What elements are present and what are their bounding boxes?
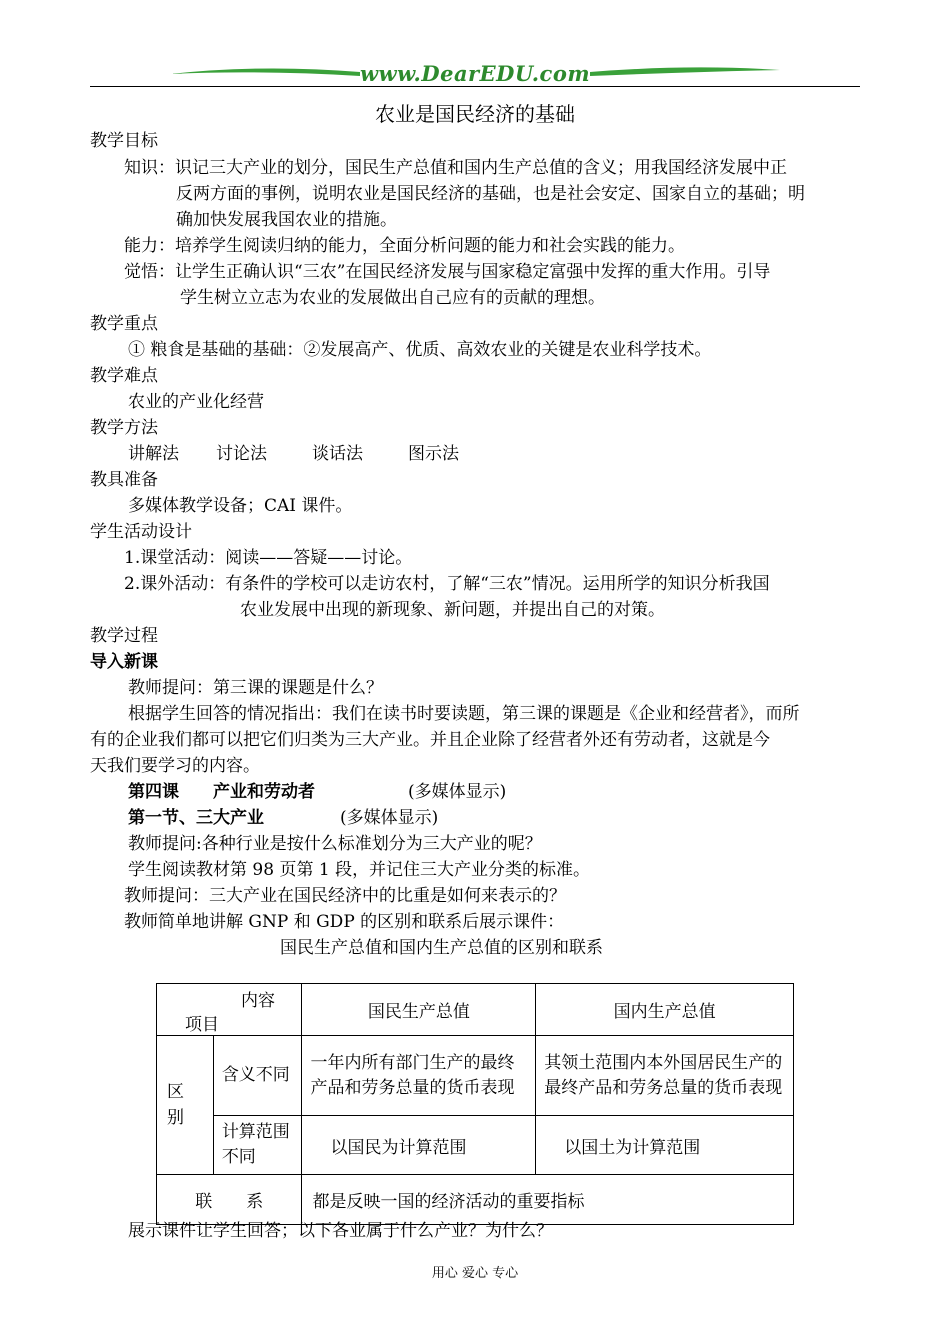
header-gnp: 国民生产总值 bbox=[302, 984, 536, 1036]
page-title: 农业是国民经济的基础 bbox=[375, 102, 575, 126]
activities-heading: 学生活动设计 bbox=[90, 522, 192, 542]
tools-text: 多媒体教学设备；CAI 课件。 bbox=[128, 496, 353, 516]
intro-heading: 导入新课 bbox=[90, 652, 158, 672]
goals-awareness-line1: 觉悟：让学生正确认识“三农”在国民经济发展与国家稳定富强中发挥的重大作用。引导 bbox=[124, 262, 771, 282]
teacher-question-2: 教师提问:各种行业是按什么标准划分为三大产业的呢？ bbox=[128, 834, 542, 854]
closing-question: 展示课件让学生回答；以下各业属于什么产业？为什么？ bbox=[128, 1221, 553, 1241]
keypoints-text: ① 粮食是基础的基础：②发展高产、优质、高效农业的关键是农业科学技术。 bbox=[128, 340, 712, 360]
goals-knowledge-line1: 知识：识记三大产业的划分，国民生产总值和国内生产总值的含义；用我国经济发展中正 bbox=[124, 158, 787, 178]
method-item: 图示法 bbox=[408, 444, 459, 464]
row2-label-cell bbox=[213, 1116, 302, 1175]
table-caption: 国民生产总值和国内生产总值的区别和联系 bbox=[280, 938, 603, 958]
row2-gnp: 以国民为计算范围 bbox=[330, 1137, 467, 1158]
diff-label: 区别 bbox=[167, 1082, 184, 1128]
header-rule bbox=[90, 86, 860, 87]
diff-label-cell bbox=[157, 1036, 214, 1175]
activity-item-2-line2: 农业发展中出现的新现象、新问题，并提出自己的对策。 bbox=[240, 600, 665, 620]
intro-paragraph-line2: 有的企业我们都可以把它们归类为三大产业。并且企业除了经营者外还有劳动者，这就是今 bbox=[90, 730, 770, 750]
goals-knowledge-line3: 确加快发展我国农业的措施。 bbox=[176, 210, 397, 230]
goals-ability: 能力：培养学生阅读归纳的能力，全面分析问题的能力和社会实践的能力。 bbox=[124, 236, 685, 256]
activity-item-1: 1.课堂活动：阅读——答疑——讨论。 bbox=[124, 548, 413, 568]
header-gdp: 国内生产总值 bbox=[536, 984, 794, 1036]
tools-heading: 教具准备 bbox=[90, 470, 158, 490]
methods-heading: 教学方法 bbox=[90, 418, 158, 438]
section-note: (多媒体显示) bbox=[340, 808, 439, 828]
gnp-gdp-table bbox=[156, 983, 794, 1225]
link-label: 联 系 bbox=[157, 1175, 302, 1225]
row2-gnp-cell bbox=[302, 1116, 536, 1175]
row1-label-cell bbox=[213, 1036, 302, 1116]
row1-gnp: 一年内所有部门生产的最终产品和劳务总量的货币表现 bbox=[310, 1052, 515, 1098]
lesson-note: (多媒体显示) bbox=[408, 782, 507, 802]
goals-heading: 教学目标 bbox=[90, 131, 158, 151]
difficulty-heading: 教学难点 bbox=[90, 366, 158, 386]
table-corner-cell bbox=[157, 984, 302, 1036]
teacher-explain: 教师简单地讲解 GNP 和 GDP 的区别和联系后展示课件： bbox=[124, 912, 565, 932]
process-heading: 教学过程 bbox=[90, 626, 158, 646]
link-text-cell bbox=[302, 1175, 794, 1225]
link-text: 都是反映一国的经济活动的重要指标 bbox=[312, 1192, 585, 1212]
row2-label: 计算范围不同 bbox=[221, 1122, 290, 1167]
page-footer: 用心 爱心 专心 bbox=[431, 1266, 519, 1281]
activity-item-2-line1: 2.课外活动：有条件的学校可以走访农村，了解“三农”情况。运用所学的知识分析我国 bbox=[124, 574, 770, 594]
goals-knowledge-line2: 反两方面的事例，说明农业是国民经济的基础，也是社会安定、国家自立的基础；明 bbox=[176, 184, 805, 204]
intro-paragraph-line3: 天我们要学习的内容。 bbox=[90, 756, 260, 776]
row2-gdp: 以国土为计算范围 bbox=[564, 1137, 701, 1158]
teacher-question-1: 教师提问：第三课的课题是什么？ bbox=[128, 678, 383, 698]
row1-label: 含义不同 bbox=[221, 1065, 290, 1085]
row2-gdp-cell bbox=[536, 1116, 794, 1175]
logo-text: www.DearEDU.com bbox=[359, 61, 591, 86]
lesson-title: 第四课 产业和劳动者 bbox=[128, 782, 315, 802]
row1-gnp-cell bbox=[302, 1036, 536, 1116]
student-reading: 学生阅读教材第 98 页第 1 段，并记住三大产业分类的标准。 bbox=[128, 860, 591, 880]
row1-gdp: 其领土范围内本外国居民生产的最终产品和劳务总量的货币表现 bbox=[544, 1052, 783, 1098]
method-item: 讨论法 bbox=[216, 444, 267, 464]
teacher-question-3: 教师提问：三大产业在国民经济中的比重是如何来表示的？ bbox=[124, 886, 566, 906]
intro-paragraph-line1: 根据学生回答的情况指出：我们在读书时要读题，第三课的课题是《企业和经营者》，而所 bbox=[128, 704, 800, 724]
row1-gdp-cell bbox=[536, 1036, 794, 1116]
method-item: 谈话法 bbox=[312, 444, 363, 464]
goals-awareness-line2: 学生树立立志为农业的发展做出自己应有的贡献的理想。 bbox=[180, 288, 605, 308]
corner-top-label: 内容 bbox=[241, 991, 275, 1011]
difficulty-text: 农业的产业化经营 bbox=[128, 392, 264, 412]
corner-bottom-label: 项目 bbox=[185, 1015, 219, 1035]
method-item: 讲解法 bbox=[128, 444, 179, 464]
header-logo bbox=[170, 60, 780, 88]
keypoints-heading: 教学重点 bbox=[90, 314, 158, 334]
section-title: 第一节、三大产业 bbox=[128, 808, 264, 828]
